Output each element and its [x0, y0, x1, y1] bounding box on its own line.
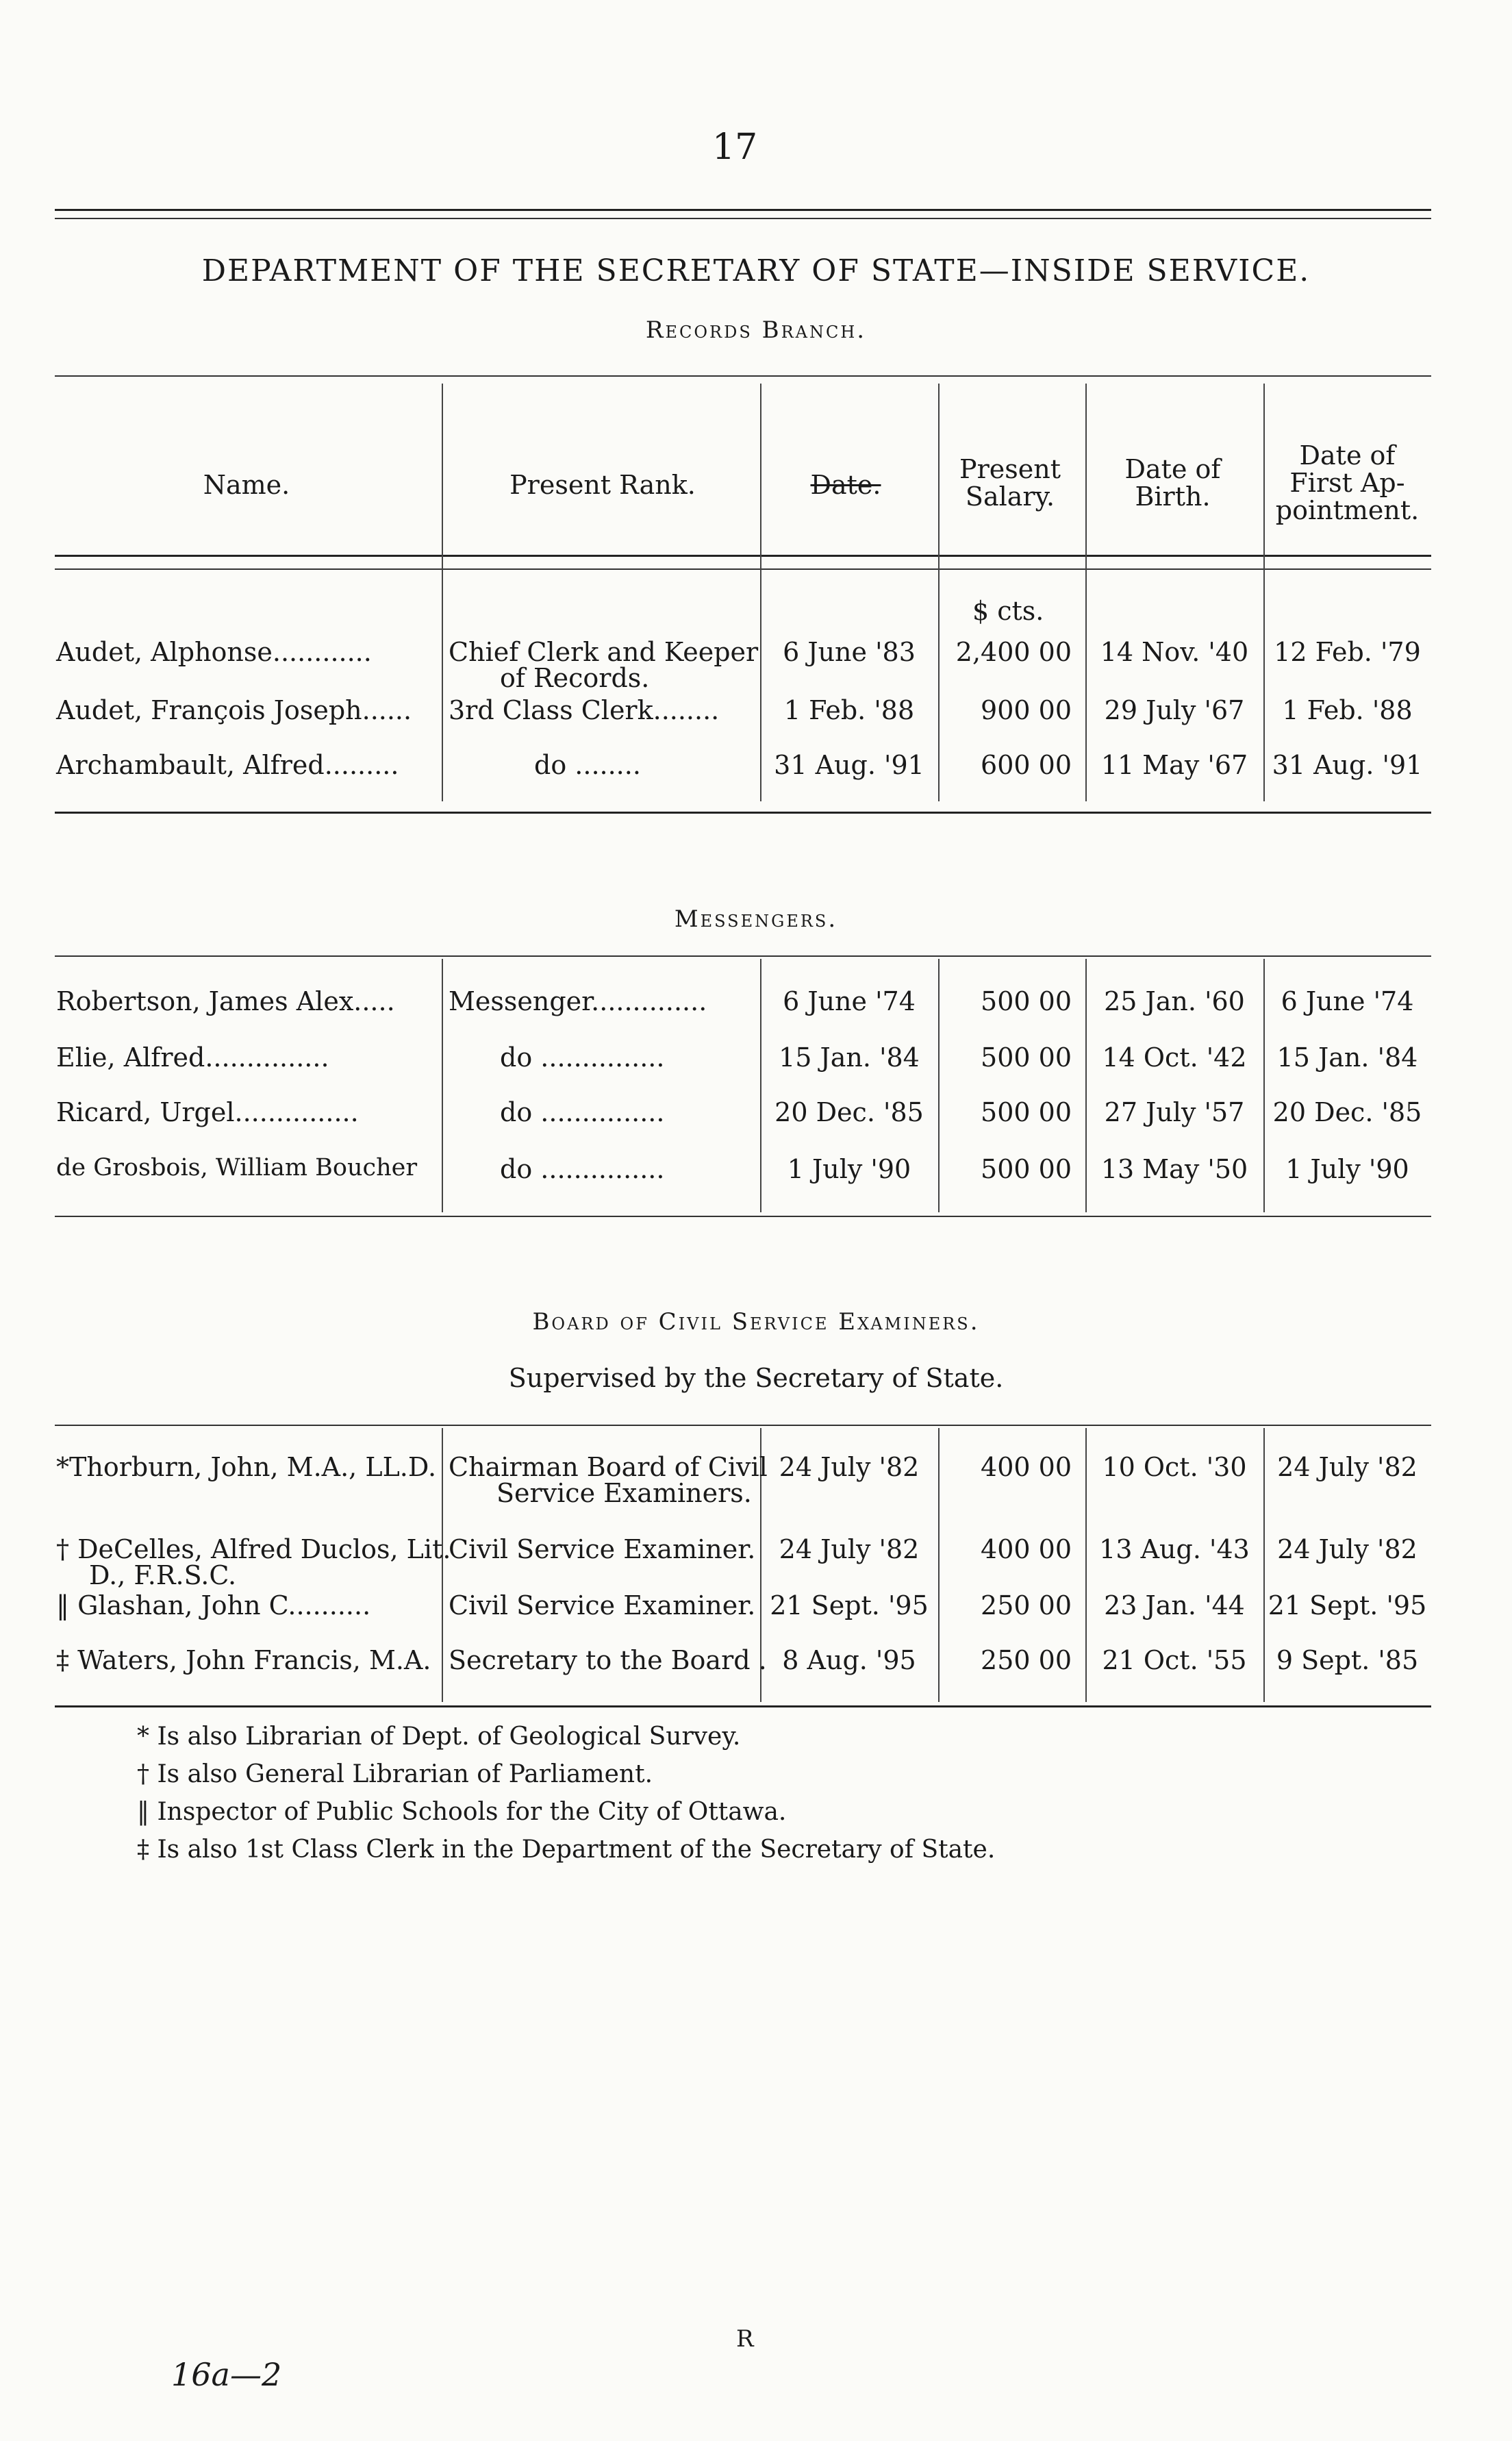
table-row-salary: 400 00	[981, 1534, 1072, 1564]
table-row-rank-2: of Records.	[500, 663, 650, 693]
col-rule	[760, 384, 761, 801]
table-row-date: 8 Aug. '95	[782, 1645, 916, 1675]
table-row-name: Archambault, Alfred.........	[56, 750, 399, 780]
table-row-date: 6 June '83	[783, 637, 916, 667]
table-row-rank: Secretary to the Board .	[449, 1645, 767, 1675]
table-row-first: 1 Feb. '88	[1282, 695, 1413, 725]
table-row-name: † DeCelles, Alfred Duclos, Lit.	[56, 1534, 451, 1564]
table-row-birth: 10 Oct. '30	[1102, 1452, 1247, 1482]
table-row-salary: 250 00	[981, 1645, 1072, 1675]
records-branch-title: Records Branch.	[645, 316, 867, 344]
table-row-first: 20 Dec. '85	[1272, 1097, 1422, 1127]
col-rule	[1263, 384, 1265, 801]
header-birth-1: Date of	[1124, 454, 1221, 484]
table-row-date: 15 Jan. '84	[779, 1042, 920, 1073]
table-row-birth: 27 July '57	[1104, 1097, 1245, 1127]
table-row-rank: Civil Service Examiner.	[449, 1590, 756, 1620]
table-row-name: Robertson, James Alex.....	[56, 986, 395, 1016]
footnote: † Is also General Librarian of Parliament.	[137, 1760, 653, 1788]
messengers-title: Messengers.	[674, 905, 838, 933]
page-number: 17	[712, 127, 758, 168]
bottom-mark: R	[736, 2325, 754, 2353]
table-row-salary: 500 00	[981, 1042, 1072, 1073]
table-row-name: ‡ Waters, John Francis, M.A.	[56, 1645, 431, 1675]
table-row-date: 24 July '82	[779, 1452, 920, 1482]
table-row-name: ‖ Glashan, John C..........	[56, 1590, 371, 1620]
table-row-date: 20 Dec. '85	[774, 1097, 924, 1127]
col-rule	[442, 959, 443, 1212]
table-row-rank: do ...............	[500, 1097, 665, 1127]
table-row-birth: 21 Oct. '55	[1102, 1645, 1247, 1675]
table-row-birth: 23 Jan. '44	[1104, 1590, 1245, 1620]
table-row-first: 12 Feb. '79	[1274, 637, 1421, 667]
col-rule	[1085, 384, 1087, 801]
header-bottom-rule	[55, 555, 1431, 557]
table-row-salary: 600 00	[981, 750, 1072, 780]
table-row-first: 24 July '82	[1277, 1452, 1418, 1482]
header-date: Date.	[810, 470, 881, 500]
messengers-top-rule	[55, 955, 1431, 957]
table-row-first: 15 Jan. '84	[1276, 1042, 1418, 1073]
document-title: DEPARTMENT OF THE SECRETARY OF STATE—INSIDE SERVICE.	[201, 253, 1311, 288]
board-subtitle: Supervised by the Secretary of State.	[508, 1363, 1004, 1393]
table-row-birth: 25 Jan. '60	[1104, 986, 1245, 1016]
top-rule	[55, 209, 1431, 211]
table-row-date: 21 Sept. '95	[770, 1590, 929, 1620]
table-row-name: *Thorburn, John, M.A., LL.D.	[56, 1452, 437, 1482]
footnote: * Is also Librarian of Dept. of Geological Survey.	[137, 1723, 741, 1751]
header-salary-2: Salary.	[965, 481, 1055, 512]
header-first-2: First Ap-	[1289, 468, 1405, 498]
table-row-date: 31 Aug. '91	[774, 750, 924, 780]
table-row-salary: 2,400 00	[955, 637, 1072, 667]
table-row-birth: 11 May '67	[1100, 750, 1248, 780]
table-row-rank: Civil Service Examiner.	[449, 1534, 756, 1564]
table-row-name: Ricard, Urgel...............	[56, 1097, 359, 1127]
table-row-rank: do ...............	[500, 1154, 665, 1184]
footnote: ‖ Inspector of Public Schools for the City of Ottawa.	[137, 1798, 787, 1826]
table-row-date: 6 June '74	[783, 986, 916, 1016]
board-title: Board of Civil Service Examiners.	[532, 1308, 980, 1336]
table-row-first: 9 Sept. '85	[1276, 1645, 1419, 1675]
table-row-rank: do ........	[534, 750, 641, 780]
table-row-rank-2: Service Examiners.	[496, 1478, 752, 1508]
table-row-salary: 250 00	[981, 1590, 1072, 1620]
col-rule	[938, 384, 940, 801]
table-row-salary: 400 00	[981, 1452, 1072, 1482]
table-row-birth: 14 Nov. '40	[1100, 637, 1249, 667]
table-row-first: 24 July '82	[1277, 1534, 1418, 1564]
table-row-name: Audet, Alphonse............	[56, 637, 372, 667]
table-row-rank: 3rd Class Clerk........	[449, 695, 720, 725]
records-bottom-rule	[55, 812, 1431, 814]
table-row-salary: 500 00	[981, 1154, 1072, 1184]
table-row-date: 1 Feb. '88	[783, 695, 915, 725]
table-row-salary: 500 00	[981, 1097, 1072, 1127]
header-first-1: Date of	[1299, 440, 1396, 471]
table-row-name: Elie, Alfred...............	[56, 1042, 329, 1073]
board-top-rule	[55, 1425, 1431, 1426]
table-row-first: 1 July '90	[1285, 1154, 1409, 1184]
table-row-birth: 14 Oct. '42	[1102, 1042, 1247, 1073]
board-bottom-rule	[55, 1705, 1431, 1707]
header-rank: Present Rank.	[509, 470, 696, 500]
header-salary-1: Present	[959, 454, 1061, 484]
header-birth-2: Birth.	[1135, 481, 1211, 512]
table-row-rank: Chief Clerk and Keeper	[449, 637, 759, 667]
table-row-birth: 13 May '50	[1100, 1154, 1248, 1184]
table-row-rank: Messenger..............	[449, 986, 707, 1016]
table-row-rank: do ...............	[500, 1042, 665, 1073]
table-row-birth: 13 Aug. '43	[1099, 1534, 1250, 1564]
table-row-date: 24 July '82	[779, 1534, 920, 1564]
table-row-date: 1 July '90	[787, 1154, 911, 1184]
col-rule	[442, 384, 443, 801]
table-row-name: de Grosbois, William Boucher	[56, 1154, 418, 1181]
table-row-salary: 500 00	[981, 986, 1072, 1016]
table-row-birth: 29 July '67	[1104, 695, 1245, 725]
table-row-first: 31 Aug. '91	[1272, 750, 1423, 780]
header-bottom-rule-2	[55, 568, 1431, 570]
header-first-3: pointment.	[1275, 495, 1420, 525]
table-row-first: 6 June '74	[1281, 986, 1414, 1016]
table-row-first: 21 Sept. '95	[1268, 1590, 1427, 1620]
col-rule	[442, 1428, 443, 1702]
header-top-rule	[55, 375, 1431, 377]
messengers-bottom-rule	[55, 1216, 1431, 1217]
table-row-rank: Chairman Board of Civil	[449, 1452, 768, 1482]
currency-label: $ cts.	[972, 596, 1044, 626]
signature-mark: 16a—2	[171, 2356, 282, 2393]
table-row-name: Audet, François Joseph......	[56, 695, 412, 725]
top-rule-2	[55, 218, 1431, 219]
table-row-salary: 900 00	[981, 695, 1072, 725]
header-name: Name.	[203, 470, 290, 500]
table-row-name-2: D., F.R.S.C.	[89, 1560, 237, 1590]
footnote: ‡ Is also 1st Class Clerk in the Department of the Secretary of State.	[137, 1836, 996, 1864]
